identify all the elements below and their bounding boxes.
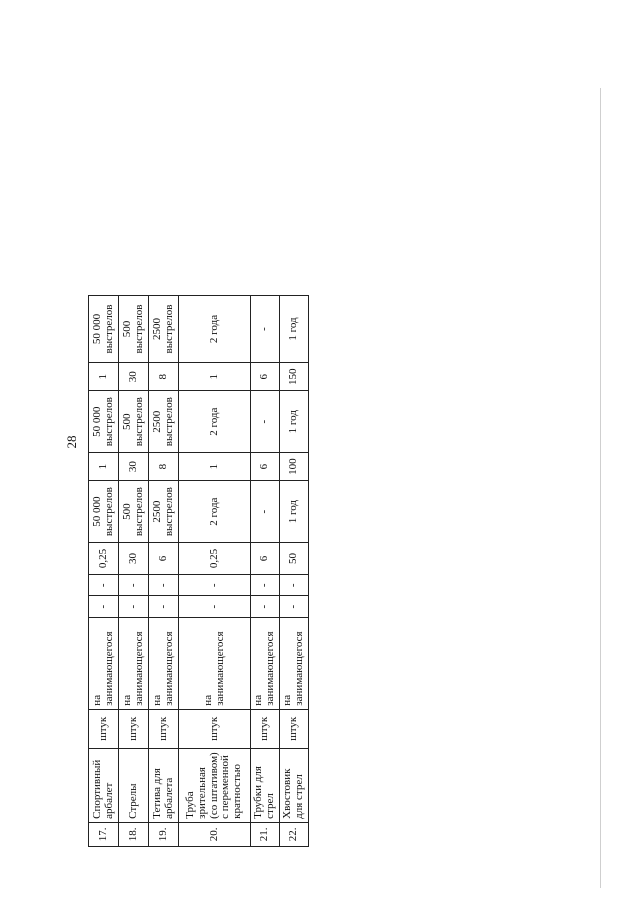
table-row (149, 296, 179, 847)
unit-cell: штук (251, 709, 280, 748)
row-number-cell: 20. (179, 822, 251, 846)
col-8-cell: 500 выстрелов (119, 296, 149, 363)
col-3-cell: 30 (119, 542, 149, 574)
col-2-cell: - (251, 575, 280, 596)
col-4-cell: 2 года (179, 481, 251, 542)
table-body (89, 296, 309, 847)
item-name-cell: Труба зрительная (со штативом) с переменной кратностью (179, 748, 251, 822)
col-4-cell: 1 год (279, 481, 308, 542)
item-name-cell: Трубки для стрел (251, 748, 280, 822)
col-4-cell: - (251, 481, 280, 542)
rotated-table-container (88, 295, 309, 847)
col-5-cell: 6 (251, 452, 280, 481)
col-4-cell: 50 000 выстрелов (89, 481, 119, 542)
col-6-cell: - (251, 391, 280, 452)
row-number-cell: 18. (119, 822, 149, 846)
col-1-cell: - (119, 596, 149, 617)
table-row (251, 296, 280, 847)
page-number: 28 (64, 435, 79, 449)
equipment-table (88, 295, 309, 847)
col-1-cell: - (279, 596, 308, 617)
col-3-cell: 0,25 (89, 542, 119, 574)
col-5-cell: 1 (179, 452, 251, 481)
unit-cell: штук (179, 709, 251, 748)
col-2-cell: - (119, 575, 149, 596)
unit-cell: штук (279, 709, 308, 748)
col-6-cell: 1 год (279, 391, 308, 452)
col-6-cell: 500 выстрелов (119, 391, 149, 452)
col-5-cell: 100 (279, 452, 308, 481)
col-5-cell: 1 (89, 452, 119, 481)
col-6-cell: 50 000 выстрелов (89, 391, 119, 452)
col-3-cell: 6 (149, 542, 179, 574)
per-whom-cell: на занимающегося (279, 617, 308, 709)
col-1-cell: - (251, 596, 280, 617)
col-8-cell: 50 000 выстрелов (89, 296, 119, 363)
item-name-cell: Хвостовик для стрел (279, 748, 308, 822)
item-name-cell: Спортивный арбалет (89, 748, 119, 822)
item-name-cell: Стрелы (119, 748, 149, 822)
row-number-cell: 19. (149, 822, 179, 846)
table-row (119, 296, 149, 847)
col-4-cell: 2500 выстрелов (149, 481, 179, 542)
col-5-cell: 8 (149, 452, 179, 481)
col-1-cell: - (89, 596, 119, 617)
col-6-cell: 2500 выстрелов (149, 391, 179, 452)
table-row (89, 296, 119, 847)
per-whom-cell: на занимающегося (251, 617, 280, 709)
table-row (179, 296, 251, 847)
row-number-cell: 21. (251, 822, 280, 846)
page-edge-rule (600, 88, 601, 888)
row-number-cell: 17. (89, 822, 119, 846)
unit-cell: штук (119, 709, 149, 748)
col-8-cell: 2500 выстрелов (149, 296, 179, 363)
col-8-cell: - (251, 296, 280, 363)
per-whom-cell: на занимающегося (149, 617, 179, 709)
col-5-cell: 30 (119, 452, 149, 481)
col-2-cell: - (149, 575, 179, 596)
col-1-cell: - (149, 596, 179, 617)
col-6-cell: 2 года (179, 391, 251, 452)
row-number-cell: 22. (279, 822, 308, 846)
col-7-cell: 8 (149, 362, 179, 391)
col-7-cell: 150 (279, 362, 308, 391)
col-8-cell: 1 год (279, 296, 308, 363)
col-7-cell: 6 (251, 362, 280, 391)
per-whom-cell: на занимающегося (119, 617, 149, 709)
col-7-cell: 30 (119, 362, 149, 391)
col-8-cell: 2 года (179, 296, 251, 363)
unit-cell: штук (89, 709, 119, 748)
per-whom-cell: на занимающегося (179, 617, 251, 709)
col-2-cell: - (89, 575, 119, 596)
col-2-cell: - (279, 575, 308, 596)
item-name-cell: Тетива для арбалета (149, 748, 179, 822)
per-whom-cell: на занимающегося (89, 617, 119, 709)
col-3-cell: 0,25 (179, 542, 251, 574)
table-row (279, 296, 308, 847)
col-7-cell: 1 (179, 362, 251, 391)
col-1-cell: - (179, 596, 251, 617)
col-2-cell: - (179, 575, 251, 596)
col-3-cell: 6 (251, 542, 280, 574)
col-3-cell: 50 (279, 542, 308, 574)
col-7-cell: 1 (89, 362, 119, 391)
col-4-cell: 500 выстрелов (119, 481, 149, 542)
unit-cell: штук (149, 709, 179, 748)
